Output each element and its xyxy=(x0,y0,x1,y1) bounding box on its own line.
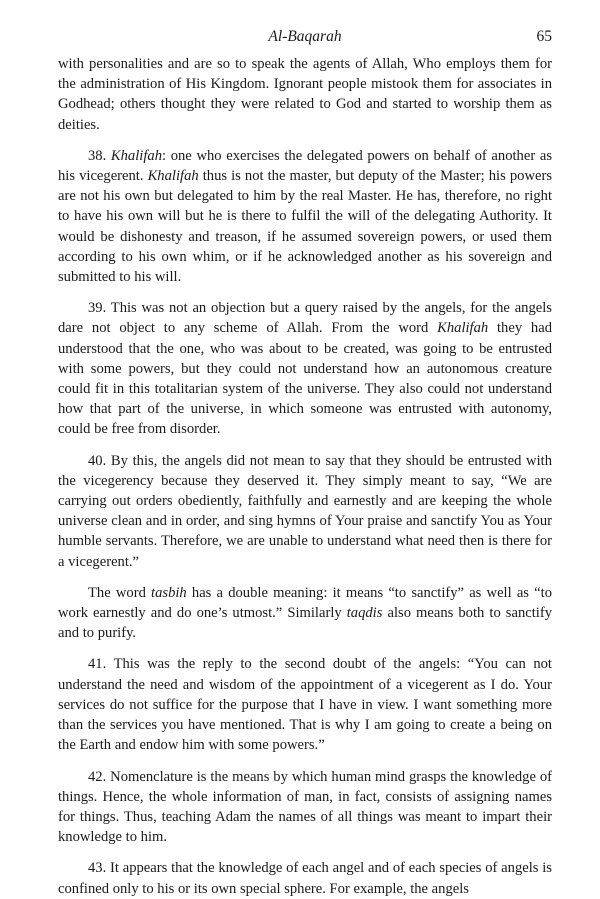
paragraph xyxy=(58,583,552,644)
paragraph xyxy=(58,54,552,135)
page-number: 65 xyxy=(536,28,552,45)
text-segment: 39. This was not an objection but a query raised by the angels, for the angels dare not object to any scheme of Allah. From the word xyxy=(58,300,552,337)
text-segment: 41. This was the reply to the second doubt of the angels: “You can not understand the need and wisdom of the appointment of a vicegerent as I do. Your services do not suffice for the purpose that I have in view. I want something more than the services you have mentioned. That is why I am going to create a being on the Earth and endow him with some powers.” xyxy=(58,656,552,754)
paragraph xyxy=(58,146,552,287)
text-segment: they had understood that the one, who was about to be created, was going to be entrusted with some powers, but they could not understand how an autonomous creature could fit in this totalitarian system of the universe. They also could not understand how that part of the universe, in which someone was entrusted with autonomy, could be free from disorder. xyxy=(58,320,552,438)
paragraph xyxy=(58,654,552,755)
body-text xyxy=(58,54,552,899)
italic-term: Khalifah xyxy=(147,168,199,185)
text-segment: has a double meaning: it means “to sanctify” as well as “to work earnestly and do one’s utmost.” Similarly xyxy=(58,584,552,622)
text-segment: : one who exercises the delegated powers on behalf of another as his vicegerent. xyxy=(58,147,553,185)
paragraph xyxy=(58,298,552,439)
text-segment: The word xyxy=(88,584,152,601)
paragraph xyxy=(58,767,552,848)
italic-term: taqdis xyxy=(346,605,383,622)
text-segment: 43. It appears that the knowledge of each angel and of each species of angels is confined only to his or its own special sphere. For example, the angels xyxy=(58,860,552,897)
italic-term: Khalifah xyxy=(437,320,489,337)
text-segment: thus is not the master, but deputy of the Master; his powers are not his own but delegated to him by the real Master. He has, therefore, no right to have his own will but he is there to fulfil the will of the delegating Authority. It would be dishonesty and treason, if he assumed sovereign powers, or used them according to his own whim, or if he acknowledged another as his sovereign and submitted to his will. xyxy=(58,168,552,286)
text-segment: with personalities and are so to speak the agents of Allah, Who employs them for the administration of His Kingdom. Ignorant people mistook them for associates in Godhead; others thought they were related to God and started to worship them as deities. xyxy=(58,56,552,133)
chapter-title: Al-Baqarah xyxy=(268,28,342,45)
text-segment: 40. By this, the angels did not mean to say that they should be entrusted with the vicegerency because they deserved it. They simply meant to say, “We are carrying out orders obediently, faithfully and earnestly and are keeping the whole universe clean and in order, and sing hymns of Your praise and sanctify You as Your humble servants. Therefore, we are unable to understand what need then is there for a vicegerent.” xyxy=(58,452,552,570)
text-segment: 38. xyxy=(88,147,111,164)
paragraph xyxy=(58,858,552,898)
text-segment: 42. Nomenclature is the means by which human mind grasps the knowledge of things. Hence, the whole information of man, in fact, consists of assigning names for things. Thus, teaching Adam the names of all things was meant to impart their knowledge to him. xyxy=(58,768,552,846)
italic-term: Khalifah xyxy=(110,147,162,164)
running-header xyxy=(58,28,552,54)
text-segment: also means both to sanctify and to purify. xyxy=(58,605,552,642)
paragraph xyxy=(58,451,552,572)
italic-term: tasbih xyxy=(151,584,187,601)
